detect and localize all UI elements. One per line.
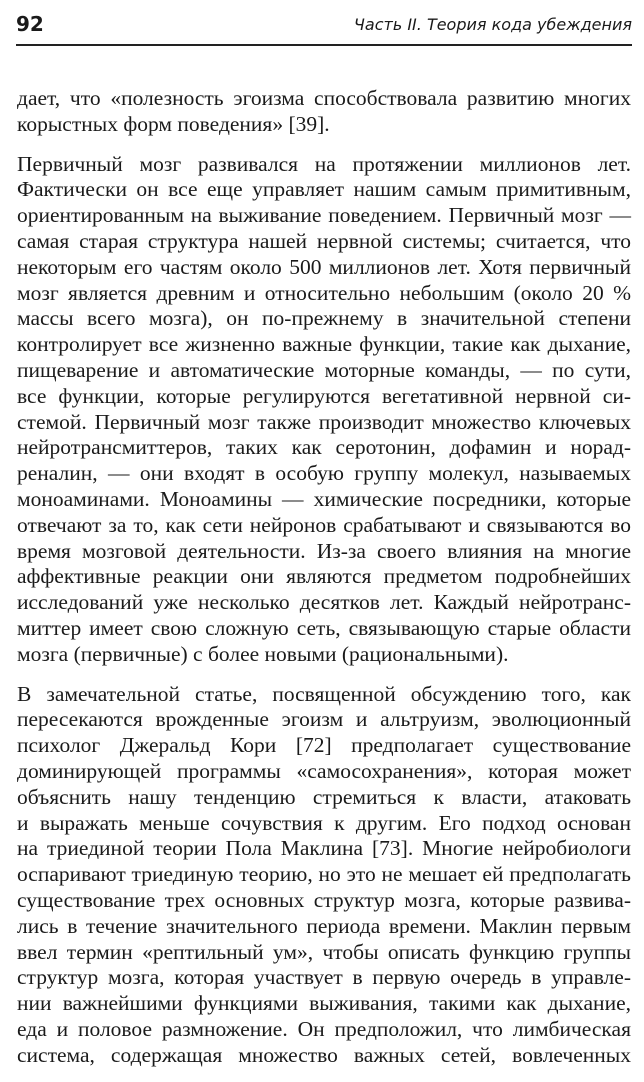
text-line: мозга (первичные) с более новыми (рациональными). <box>17 641 509 666</box>
text-line: нии важнейшими функциями выживания, такими как дыхание, <box>17 991 631 1016</box>
text-line: психолог Джеральд Кори [72] предполагает существование <box>17 733 631 758</box>
text-line: Первичный мозг развивался на протяжении миллионов лет. <box>17 151 631 176</box>
text-line: отвечают за то, как сети нейронов срабатывают и связываются во <box>17 512 631 537</box>
text-line: дает, что «полезность эгоизма способствовала развитию многих <box>17 86 631 110</box>
text-line: доминирующей программы «самосохранения», которая может <box>17 758 631 783</box>
text-line: пересекаются врожденные эгоизм и альтруизм, эволюционный <box>17 707 631 732</box>
text-line: стемой. Первичный мозг также производит множество ключевых <box>17 409 631 434</box>
text-line: исследований уже несколько десятков лет. Каждый нейротранс- <box>17 590 631 615</box>
section-title: Часть II. Теория кода убеждения <box>353 15 632 34</box>
text-line: нейротрансмиттеров, таких как серотонин, дофамин и норад- <box>17 435 631 460</box>
text-line: лись в течение значительного периода времени. Маклин первым <box>17 913 631 938</box>
text-line: время мозговой деятельности. Из-за своего влияния на многие <box>17 538 631 563</box>
paragraph <box>17 682 631 1069</box>
text-line: ввел термин «рептильный ум», чтобы описать функцию группы <box>17 939 631 964</box>
running-header <box>16 10 632 46</box>
text-line: еда и половое размножение. Он предположил, что лимбическая <box>17 1016 631 1041</box>
text-line: самая старая структура нашей нервной системы; считается, что <box>17 228 631 253</box>
text-line: реналин, — они входят в особую группу молекул, называемых <box>17 461 631 486</box>
text-line: пищеварение и автоматические моторные команды, — по сути, <box>17 357 631 382</box>
text-line: объяснить нашу тенденцию стремиться к власти, атаковать <box>17 784 631 809</box>
text-line: существование трех основных структур мозга, которые развива- <box>17 887 631 912</box>
text-line: В замечательной статье, посвященной обсуждению того, как <box>17 681 631 706</box>
text-line: система, содержащая множество важных сетей, вовлеченных <box>17 1042 631 1067</box>
text-line: структур мозга, которая участвует в первую очередь в управле- <box>17 965 631 990</box>
text-line: аффективные реакции они являются предметом подробнейших <box>17 564 631 589</box>
text-line: на триединой теории Пола Маклина [73]. Многие нейробиологи <box>17 836 631 861</box>
text-line: некоторым его частям около 500 миллионов лет. Хотя первичный <box>17 254 631 279</box>
text-line: все функции, которые регулируются вегетативной нервной си- <box>17 383 631 408</box>
text-line: и выражать меньше сочувствия к другим. Его подход основан <box>17 810 631 835</box>
paragraph <box>17 152 631 668</box>
text-line: корыстных форм поведения» [39]. <box>17 111 330 136</box>
text-line: мозг является древним и относительно небольшим (около 20 % <box>17 280 631 305</box>
text-line: Фактически он все еще управляет нашим самым примитивным, <box>17 177 631 202</box>
text-line: миттер имеет свою сложную сеть, связывающую старые области <box>17 615 631 640</box>
text-line: ориентированным на выживание поведением. Первичный мозг — <box>17 203 631 228</box>
paragraph <box>17 86 631 138</box>
text-line: массы всего мозга), он по-прежнему в значительной степени <box>17 306 631 331</box>
body-text <box>17 86 631 1082</box>
page-number: 92 <box>16 12 44 36</box>
text-line: контролирует все жизненно важные функции, такие как дыхание, <box>17 332 631 357</box>
text-line: моноаминами. Моноамины — химические посредники, которые <box>17 486 631 511</box>
text-line: оспаривают триединую теорию, но это не мешает ей предполагать <box>17 862 631 887</box>
